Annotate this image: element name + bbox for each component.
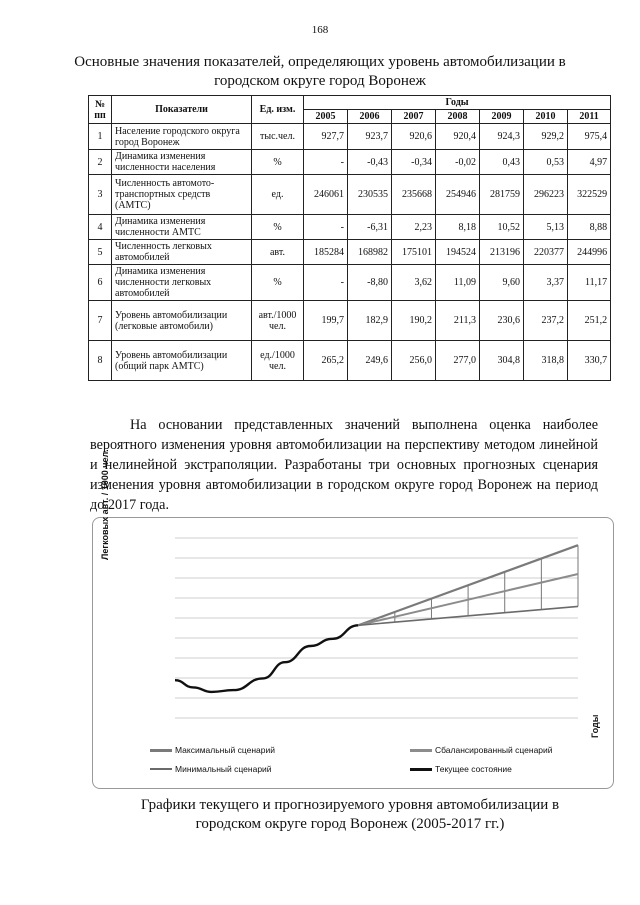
row-unit: авт./1000 чел. (252, 301, 304, 341)
legend-label-max: Максимальный сценарий (175, 745, 275, 755)
row-number: 6 (89, 265, 112, 301)
row-value: 975,4 (568, 124, 611, 150)
row-value: -8,80 (348, 265, 392, 301)
legend-balanced (410, 745, 553, 755)
row-value: -0,34 (392, 150, 436, 175)
row-value: 927,7 (304, 124, 348, 150)
y-axis-label: Легковых авт. / 1000 чел. (100, 449, 110, 560)
row-value: 194524 (436, 240, 480, 265)
row-value: 256,0 (392, 341, 436, 381)
series-current (175, 625, 358, 692)
row-unit: авт. (252, 240, 304, 265)
chart-caption: Графики текущего и прогнозируемого уровня автомобилизации в городском округе город Воронеж (2005-2017 гг.) (140, 797, 560, 832)
row-indicator: Динамика изменения численности населения (112, 150, 252, 175)
row-value: 182,9 (348, 301, 392, 341)
row-value: 230535 (348, 175, 392, 215)
x-axis-label: Годы (590, 714, 600, 738)
row-indicator: Численность автомото-транспортных средств (АМТС) (112, 175, 252, 215)
legend-swatch-max (150, 749, 172, 752)
row-value: 251,2 (568, 301, 611, 341)
row-indicator: Численность легковых автомобилей (112, 240, 252, 265)
row-value: 185284 (304, 240, 348, 265)
row-value: 11,17 (568, 265, 611, 301)
legend-max (150, 745, 275, 755)
legend-label-min: Минимальный сценарий (175, 764, 272, 774)
row-value: 220377 (524, 240, 568, 265)
year-header: 2006 (348, 110, 392, 124)
legend-swatch-balanced (410, 749, 432, 752)
row-value: 11,09 (436, 265, 480, 301)
row-value: 254946 (436, 175, 480, 215)
row-value: 3,62 (392, 265, 436, 301)
row-number: 8 (89, 341, 112, 381)
row-number: 2 (89, 150, 112, 175)
row-indicator: Динамика изменения численности легковых автомобилей (112, 265, 252, 301)
row-indicator: Уровень автомобилизации (легковые автомобили) (112, 301, 252, 341)
year-header: 2005 (304, 110, 348, 124)
row-value: 2,23 (392, 215, 436, 240)
chart-series (175, 545, 578, 692)
row-indicator: Динамика изменения численности АМТС (112, 215, 252, 240)
row-value: 318,8 (524, 341, 568, 381)
row-value: 923,7 (348, 124, 392, 150)
row-value: 244996 (568, 240, 611, 265)
row-value: 0,43 (480, 150, 524, 175)
year-header: 2007 (392, 110, 436, 124)
header-unit: Ед. изм. (252, 96, 304, 124)
legend-swatch-current (410, 768, 432, 771)
row-number: 7 (89, 301, 112, 341)
row-value: 304,8 (480, 341, 524, 381)
row-value: -0,02 (436, 150, 480, 175)
row-value: 0,53 (524, 150, 568, 175)
row-value: 168982 (348, 240, 392, 265)
row-value: 190,2 (392, 301, 436, 341)
legend-min (150, 764, 272, 774)
row-value: 8,88 (568, 215, 611, 240)
row-value: 175101 (392, 240, 436, 265)
row-value: 9,60 (480, 265, 524, 301)
row-value: 246061 (304, 175, 348, 215)
body-paragraph: На основании представленных значений выполнена оценка наиболее вероятного изменения уровня автомобилизации на перспективу методом линейной и нелинейной экстраполяции. Разработаны три основных прогнозных сценария изменения уровня автомобилизации в городском округе город Воронеж на период до 2017 года. (90, 417, 598, 513)
row-indicator: Население городского округа город Воронеж (112, 124, 252, 150)
row-value: 920,4 (436, 124, 480, 150)
row-value: 211,3 (436, 301, 480, 341)
row-value: 920,6 (392, 124, 436, 150)
legend-label-balanced: Сбалансированный сценарий (435, 745, 553, 755)
row-unit: % (252, 150, 304, 175)
row-value: 296223 (524, 175, 568, 215)
page-number: 168 (311, 24, 329, 36)
row-value: 5,13 (524, 215, 568, 240)
header-years: Годы (304, 96, 611, 110)
row-unit: % (252, 265, 304, 301)
row-unit: тыс.чел. (252, 124, 304, 150)
year-header: 2010 (524, 110, 568, 124)
row-value: 322529 (568, 175, 611, 215)
header-num: № пп (89, 96, 112, 124)
row-value: - (304, 265, 348, 301)
row-unit: ед./1000 чел. (252, 341, 304, 381)
row-value: 230,6 (480, 301, 524, 341)
row-value: -6,31 (348, 215, 392, 240)
row-value: 3,37 (524, 265, 568, 301)
header-indicator: Показатели (112, 96, 252, 124)
row-number: 1 (89, 124, 112, 150)
row-indicator: Уровень автомобилизации (общий парк АМТС) (112, 341, 252, 381)
row-value: - (304, 215, 348, 240)
row-value: 199,7 (304, 301, 348, 341)
year-header: 2011 (568, 110, 611, 124)
row-value: - (304, 150, 348, 175)
row-number: 4 (89, 215, 112, 240)
row-value: 281759 (480, 175, 524, 215)
row-value: 929,2 (524, 124, 568, 150)
row-unit: ед. (252, 175, 304, 215)
row-value: 10,52 (480, 215, 524, 240)
row-value: 8,18 (436, 215, 480, 240)
row-value: -0,43 (348, 150, 392, 175)
row-unit: % (252, 215, 304, 240)
row-value: 924,3 (480, 124, 524, 150)
legend-label-current: Текущее состояние (435, 764, 512, 774)
row-number: 5 (89, 240, 112, 265)
legend-current (410, 764, 512, 774)
year-header: 2009 (480, 110, 524, 124)
year-header: 2008 (436, 110, 480, 124)
row-value: 277,0 (436, 341, 480, 381)
row-value: 249,6 (348, 341, 392, 381)
row-value: 213196 (480, 240, 524, 265)
row-value: 4,97 (568, 150, 611, 175)
row-value: 237,2 (524, 301, 568, 341)
row-value: 235668 (392, 175, 436, 215)
row-value: 330,7 (568, 341, 611, 381)
legend-swatch-min (150, 768, 172, 770)
row-number: 3 (89, 175, 112, 215)
row-value: 265,2 (304, 341, 348, 381)
table-title: Основные значения показателей, определяющих уровень автомобилизации в городском округе город Воронеж (74, 54, 566, 89)
